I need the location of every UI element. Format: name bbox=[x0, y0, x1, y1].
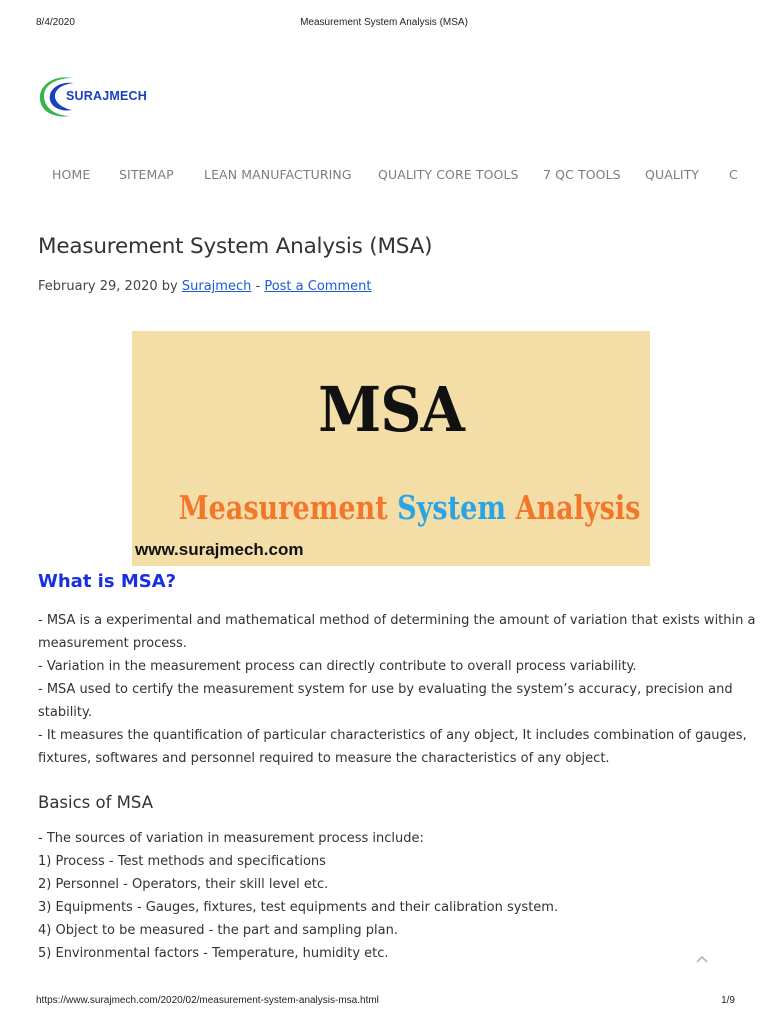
nav-item-lean-manufacturing[interactable]: LEAN MANUFACTURING bbox=[204, 167, 352, 182]
nav-item-overflow[interactable]: C bbox=[729, 167, 738, 182]
what-line: stability. bbox=[38, 705, 92, 720]
banner-word-measurement: Measurement bbox=[178, 488, 388, 527]
what-line: - MSA is a experimental and mathematical method of determining the amount of variation that exists within a bbox=[38, 613, 756, 628]
post-date: February 29, 2020 bbox=[38, 279, 158, 294]
print-url: https://www.surajmech.com/2020/02/measurement-system-analysis-msa.html bbox=[36, 995, 379, 1006]
nav-item-sitemap[interactable]: SITEMAP bbox=[119, 167, 174, 182]
what-line: measurement process. bbox=[38, 636, 187, 651]
scroll-to-top-button[interactable] bbox=[694, 952, 710, 968]
main-nav bbox=[0, 167, 738, 185]
post-comment-link[interactable]: Post a Comment bbox=[264, 279, 372, 294]
banner-url: www.surajmech.com bbox=[135, 540, 304, 559]
basics-line: - The sources of variation in measurement process include: bbox=[38, 831, 424, 846]
banner-word-system: System bbox=[397, 488, 507, 527]
heading-what-is-msa: What is MSA? bbox=[38, 571, 177, 592]
print-date: 8/4/2020 bbox=[36, 17, 75, 28]
post-by: by bbox=[161, 279, 178, 294]
author-link[interactable]: Surajmech bbox=[181, 279, 252, 294]
basics-line: 5) Environmental factors - Temperature, humidity etc. bbox=[38, 946, 389, 961]
nav-item-quality-core-tools[interactable]: QUALITY CORE TOOLS bbox=[378, 167, 519, 182]
what-line: - It measures the quantification of particular characteristics of any object, It includes combination of gauges, bbox=[38, 728, 747, 743]
what-line: - MSA used to certify the measurement system for use by evaluating the system’s accuracy, precision and bbox=[38, 682, 733, 697]
print-page-number: 1/9 bbox=[721, 995, 735, 1006]
what-line: fixtures, softwares and personnel required to measure the characteristics of any object. bbox=[38, 751, 610, 766]
logo-text: SURAJMECH bbox=[66, 89, 147, 103]
basics-line: 3) Equipments - Gauges, fixtures, test equipments and their calibration system. bbox=[38, 900, 559, 915]
msa-banner-image bbox=[132, 331, 650, 566]
basics-line: 1) Process - Test methods and specifications bbox=[38, 854, 326, 869]
page-title: Measurement System Analysis (MSA) bbox=[38, 234, 433, 259]
banner-word-analysis: Analysis bbox=[515, 488, 641, 527]
nav-item-quality[interactable]: QUALITY bbox=[645, 167, 700, 182]
print-footer bbox=[0, 995, 768, 1009]
chevron-up-icon bbox=[694, 952, 710, 968]
heading-basics-of-msa: Basics of MSA bbox=[38, 793, 153, 812]
banner-title: MSA bbox=[318, 373, 464, 446]
print-title: Measurement System Analysis (MSA) bbox=[300, 17, 468, 28]
basics-line: 4) Object to be measured - the part and sampling plan. bbox=[38, 923, 398, 938]
post-meta bbox=[38, 279, 371, 294]
meta-separator: - bbox=[255, 279, 261, 294]
nav-item-home[interactable]: HOME bbox=[52, 167, 91, 182]
print-header bbox=[0, 17, 768, 31]
site-logo[interactable] bbox=[36, 72, 196, 122]
basics-line: 2) Personnel - Operators, their skill level etc. bbox=[38, 877, 329, 892]
what-line: - Variation in the measurement process can directly contribute to overall process variability. bbox=[38, 659, 637, 674]
nav-item-7-qc-tools[interactable]: 7 QC TOOLS bbox=[543, 167, 621, 182]
banner-subtitle bbox=[178, 488, 641, 527]
